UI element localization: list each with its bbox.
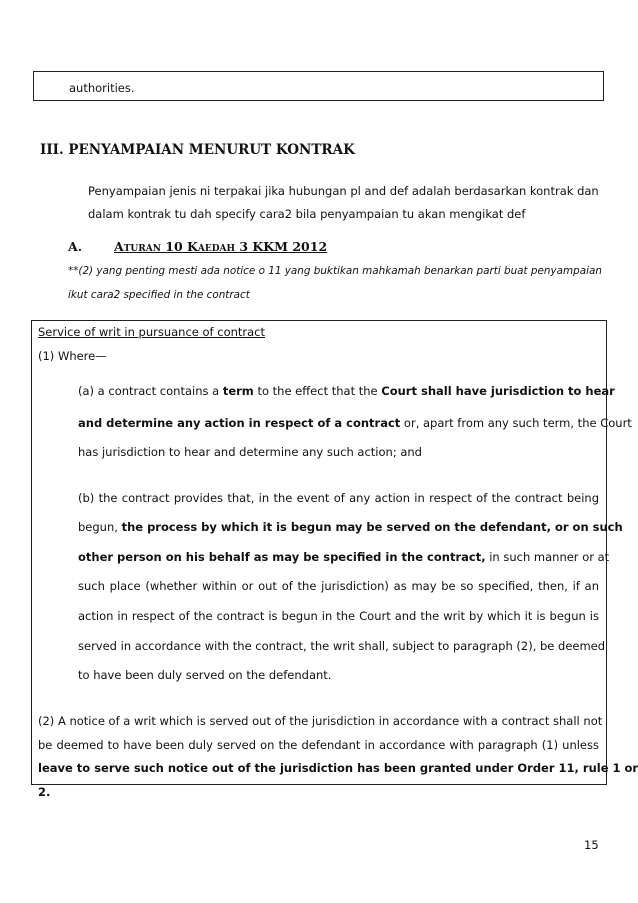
clause-a-line: (a) a contract contains a term to the effect that the Court shall have jurisdiction to hear <box>78 384 615 398</box>
section-paragraph-line: Penyampaian jenis ni terpakai jika hubungan pl and def adalah berdasarkan kontrak dan <box>88 184 599 198</box>
note-line: ikut cara2 specified in the contract <box>68 289 250 301</box>
clause-b-line: action in respect of the contract is begun in the Court and the writ by which it is begun is <box>78 609 599 623</box>
subheading-rule: Aturan 10 Kaedah 3 KKM 2012 <box>114 239 328 254</box>
clause-b-line: to have been duly served on the defendant. <box>78 668 332 682</box>
paragraph-2-line: be deemed to have been duly served on the defendant in accordance with paragraph (1) unless <box>38 738 599 752</box>
continuation-text: authorities. <box>69 81 135 95</box>
clause-a-line: has jurisdiction to hear and determine any such action; and <box>78 445 422 459</box>
paragraph-2-line: (2) A notice of a writ which is served out of the jurisdiction in accordance with a contract shall not <box>38 714 603 728</box>
note-line: **(2) yang penting mesti ada notice o 11 yang buktikan mahkamah benarkan parti buat penyampaian <box>68 265 602 277</box>
subheading-letter: A. <box>68 239 83 254</box>
subheading <box>68 239 327 254</box>
page-number: 15 <box>584 838 599 852</box>
paragraph-2-line: 2. <box>38 785 51 799</box>
clause-b-line: begun, the process by which it is begun may be served on the defendant, or on such <box>78 520 623 534</box>
section-heading: III. PENYAMPAIAN MENURUT KONTRAK <box>40 142 355 158</box>
clause-b-line: other person on his behalf as may be specified in the contract, in such manner or at <box>78 550 610 564</box>
clause-b-line: such place (whether within or out of the jurisdiction) as may be so specified, then, if an <box>78 579 599 593</box>
clause-b-line: served in accordance with the contract, the writ shall, subject to paragraph (2), be deemed <box>78 639 606 653</box>
clause-a-line: and determine any action in respect of a contract or, apart from any such term, the Court <box>78 416 632 430</box>
continuation-box <box>33 71 604 101</box>
rule-text-box <box>31 320 638 799</box>
rule-where: (1) Where— <box>38 349 107 363</box>
rule-title: Service of writ in pursuance of contract <box>38 325 266 339</box>
paragraph-2-line: leave to serve such notice out of the jurisdiction has been granted under Order 11, rule 1 or <box>38 761 638 775</box>
clause-b-line: (b) the contract provides that, in the event of any action in respect of the contract being <box>78 491 599 505</box>
section-paragraph-line: dalam kontrak tu dah specify cara2 bila penyampaian tu akan mengikat def <box>88 207 526 221</box>
